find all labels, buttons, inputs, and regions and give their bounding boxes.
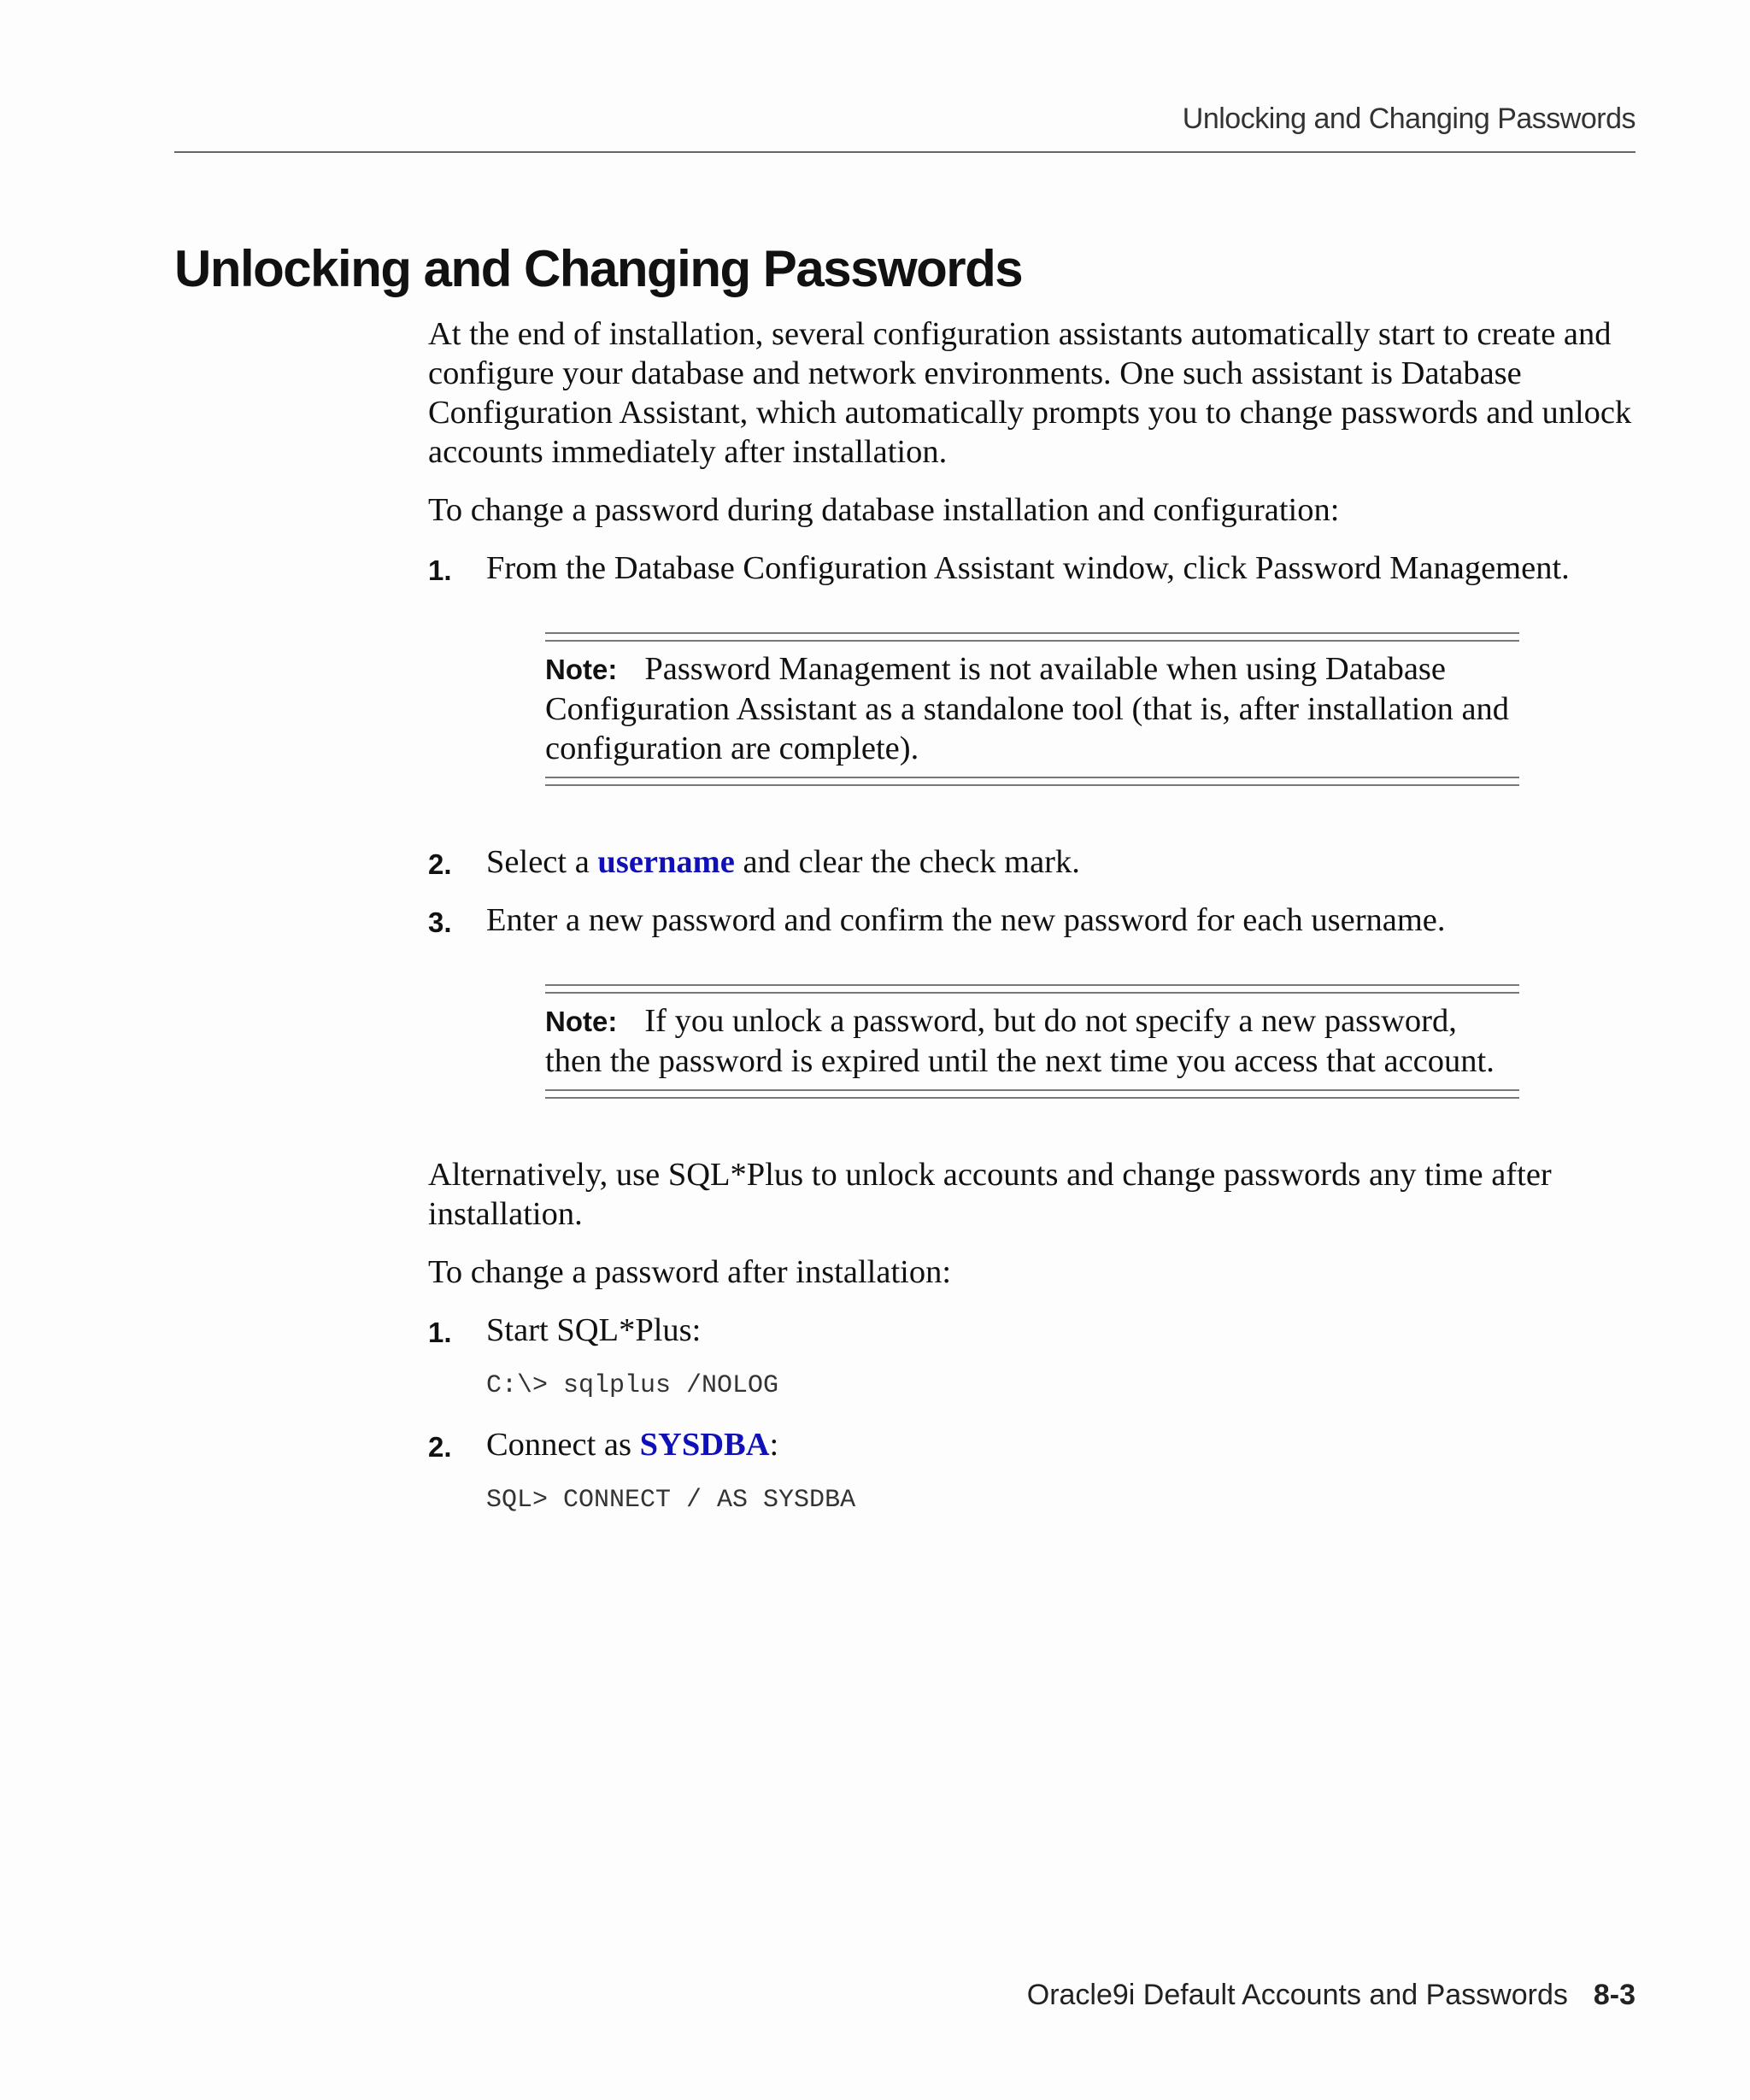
note-label: Note: <box>545 654 618 685</box>
footer-title: Oracle9i Default Accounts and Passwords <box>1026 1979 1568 2011</box>
step-text-before: Select a <box>486 844 598 880</box>
body-content <box>428 314 1641 1540</box>
step-text-before: Connect as <box>486 1427 640 1463</box>
step-text-after: : <box>769 1427 779 1463</box>
section-title: Unlocking and Changing Passwords <box>174 240 1023 297</box>
note-label: Note: <box>545 1006 618 1037</box>
step-item <box>428 1311 1641 1350</box>
note-top-rule <box>545 632 1519 642</box>
note-body <box>545 642 1519 777</box>
intro-paragraph: At the end of installation, several configuration assistants automatically start to create and configure your database and network environments. One such assistant is Database Configuration Assistant, which automatically prompts you to change passwords and unlock accounts immediately after installation. <box>428 316 1632 470</box>
step-text-after: and clear the check mark. <box>734 844 1080 880</box>
note-text: Password Management is not available when using Database Configuration Assistant as a standalone tool (that is, after installation and configuration are complete). <box>545 651 1510 766</box>
page-footer <box>1027 1979 1635 2012</box>
sysdba-link[interactable]: SYSDBA <box>639 1427 770 1463</box>
during-install-lead: To change a password during database installation and configuration: <box>428 492 1340 528</box>
header-rule <box>174 151 1635 153</box>
step-item <box>428 842 1641 882</box>
step-number: 2. <box>428 848 452 880</box>
step-item <box>428 1425 1641 1464</box>
username-link[interactable]: username <box>597 844 735 880</box>
step-item <box>428 548 1641 588</box>
code-block: SQL> CONNECT / AS SYSDBA <box>486 1486 856 1515</box>
alternative-paragraph: Alternatively, use SQL*Plus to unlock accounts and change passwords any time after installation. <box>428 1157 1552 1232</box>
after-install-lead: To change a password after installation: <box>428 1254 952 1290</box>
note-top-rule <box>545 984 1519 994</box>
page-number: 8-3 <box>1593 1979 1635 2011</box>
step-text: Enter a new password and confirm the new password for each username. <box>486 902 1446 938</box>
note-box <box>545 984 1519 1099</box>
step-number: 3. <box>428 906 452 938</box>
step-number: 1. <box>428 1317 452 1348</box>
note-bottom-rule <box>545 777 1519 786</box>
step-number: 1. <box>428 554 452 586</box>
step-text: Start SQL*Plus: <box>486 1312 702 1348</box>
step-text: From the Database Configuration Assistant window, click Password Management. <box>486 550 1570 586</box>
step-number: 2. <box>428 1431 452 1463</box>
code-block: C:\> sqlplus /NOLOG <box>486 1371 779 1400</box>
step-item <box>428 900 1641 940</box>
running-header: Unlocking and Changing Passwords <box>1182 103 1635 135</box>
note-text: If you unlock a password, but do not specify a new password, then the password is expired until the next time you access that account. <box>545 1003 1495 1079</box>
note-bottom-rule <box>545 1089 1519 1099</box>
note-box <box>545 632 1519 786</box>
note-body <box>545 994 1519 1089</box>
